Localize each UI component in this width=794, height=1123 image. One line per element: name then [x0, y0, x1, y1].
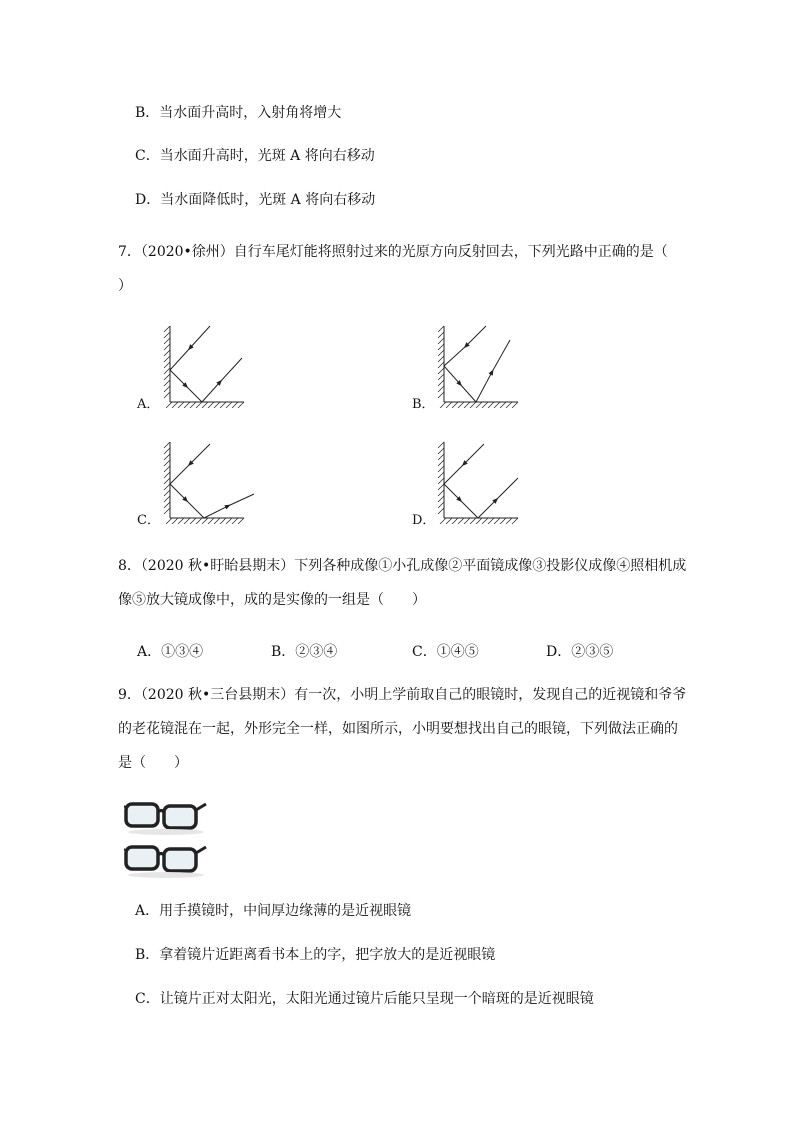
- q9-option-c: C．让镜片正对太阳光，太阳光通过镜片后能只呈现一个暗斑的是近视眼镜: [135, 991, 594, 1007]
- q7-figure-d: [434, 440, 524, 524]
- q7-figure-c: [160, 440, 256, 524]
- q6-option-b: B．当水面升高时，入射角将增大: [135, 105, 342, 121]
- q7-stem-line1: 7．（2020•徐州）自行车尾灯能将照射过来的光原方向反射回去，下列光路中正确的是（: [118, 244, 668, 260]
- q7-label-d: D．: [412, 513, 436, 528]
- q9-option-b: B．拿着镜片近距离看书本上的字，把字放大的是近视眼镜: [135, 947, 496, 963]
- q7-label-a: A．: [137, 397, 160, 412]
- q7-figure-a: [160, 324, 250, 408]
- q9-option-a: A．用手摸镜时，中间厚边缘薄的是近视眼镜: [135, 903, 412, 919]
- q8-option-c: C．①④⑤: [412, 644, 479, 660]
- q7-figure-b: [434, 324, 524, 408]
- q7-stem-line2: ）: [118, 278, 132, 294]
- q9-stem-line2: 的老花镜混在一起，外形完全一样，如图所示，小明要想找出自己的眼镜，下列做法正确的: [118, 721, 678, 737]
- q9-stem-line1: 9．（2020 秋•三台县期末）有一次，小明上学前取自己的眼镜时，发现自己的近视镜和爷爷: [118, 687, 687, 703]
- q8-stem-line1: 8．（2020 秋•盱眙县期末）下列各种成像①小孔成像②平面镜成像③投影仪成像④照相机成: [118, 558, 687, 574]
- q7-label-c: C．: [137, 513, 160, 528]
- glasses-image-2: [124, 841, 208, 879]
- q6-option-c: C．当水面升高时，光斑 A 将向右移动: [135, 148, 375, 164]
- q8-stem-line2: 像⑤放大镜成像中，成的是实像的一组是（ ）: [118, 592, 426, 608]
- q8-option-b: B．②③④: [271, 644, 338, 660]
- glasses-image-1: [124, 798, 208, 836]
- q8-option-d: D．②③⑤: [546, 644, 614, 660]
- q7-label-b: B．: [412, 397, 435, 412]
- q8-option-a: A．①③④: [137, 644, 204, 660]
- q6-option-d: D．当水面降低时，光斑 A 将向右移动: [135, 192, 376, 208]
- q9-stem-line3: 是（ ）: [118, 755, 188, 771]
